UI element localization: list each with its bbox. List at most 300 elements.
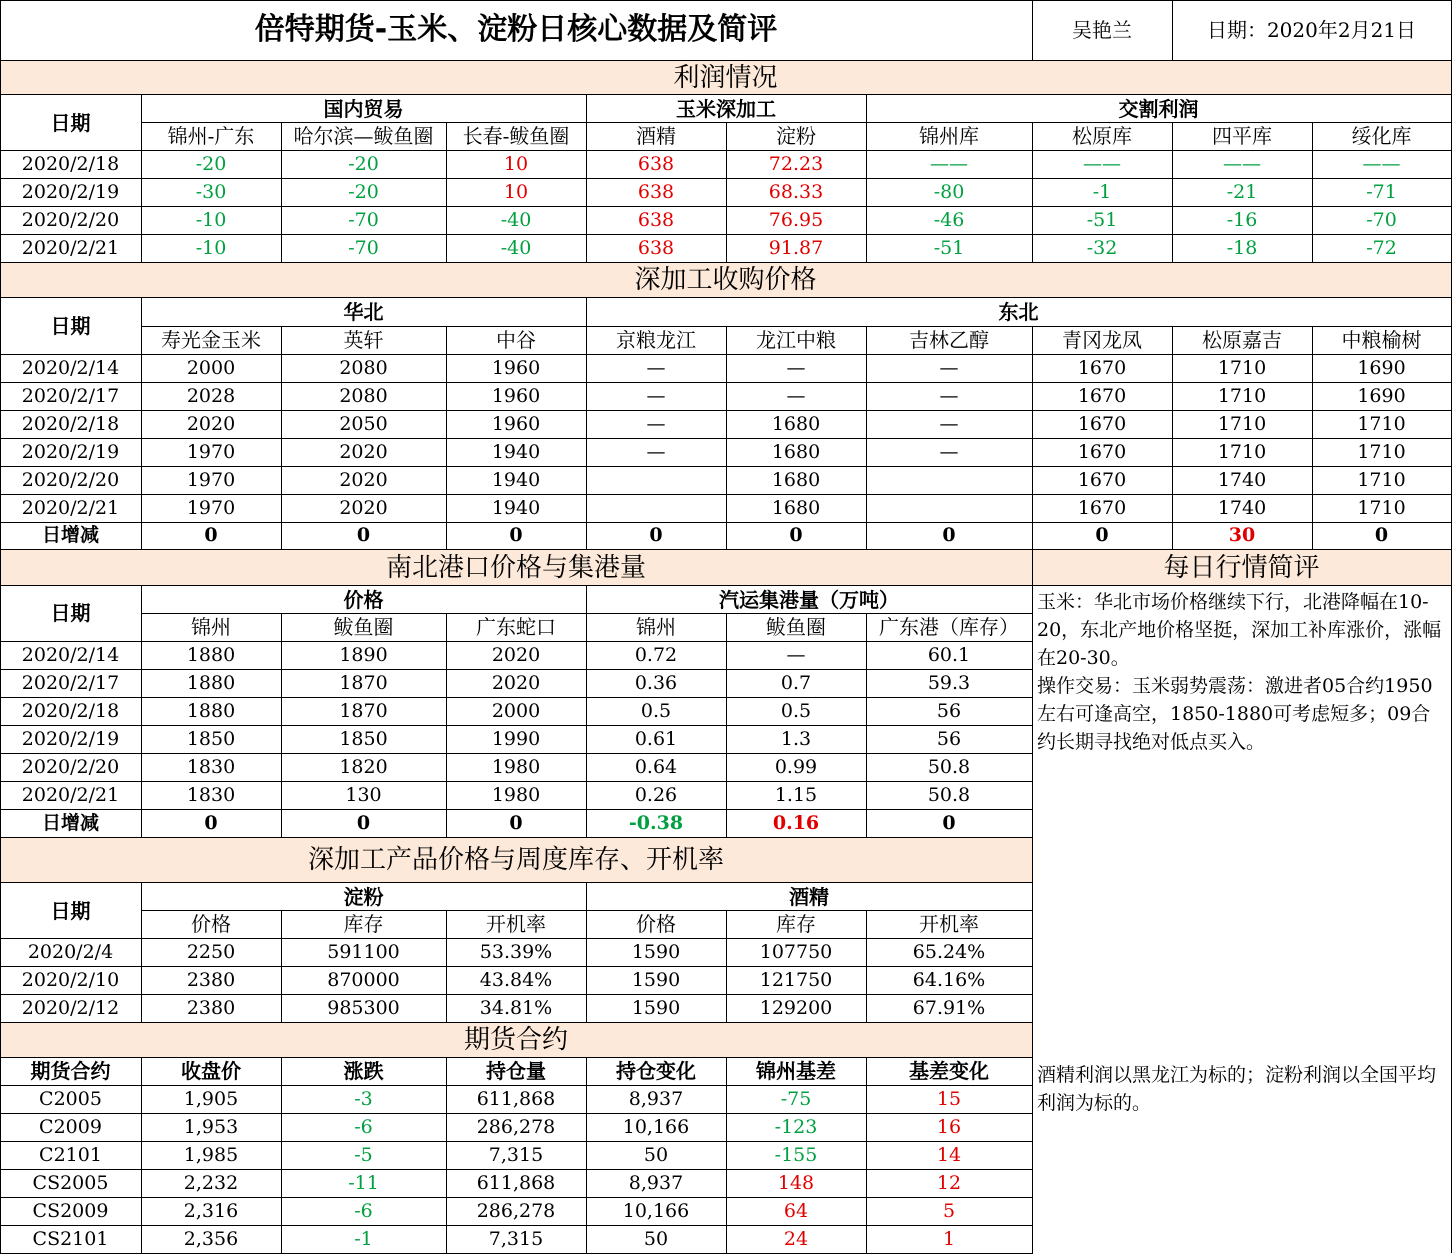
port-col-header: 鲅鱼圈 <box>333 615 394 639</box>
grid-line <box>1032 326 1033 549</box>
futures-col-header: 涨跌 <box>343 1059 384 1083</box>
futures-value: 5 <box>942 1199 956 1222</box>
port-value: 1830 <box>186 755 236 778</box>
grid-line <box>281 1057 282 1253</box>
purchase-value: 1970 <box>186 468 236 491</box>
commentary-note: 酒精利润以黑龙江为标的；淀粉利润以全国平均利润为标的。 <box>1037 1064 1437 1114</box>
purchase-value: — <box>786 384 806 407</box>
purchase-col-header: 青冈龙凤 <box>1062 328 1142 352</box>
futures-value: -155 <box>774 1143 818 1166</box>
port-value: 2000 <box>491 699 541 722</box>
port-value: 0.72 <box>634 643 678 666</box>
grid-line <box>141 1057 142 1253</box>
purchase-value: 1710 <box>1217 356 1267 379</box>
purchase-value: — <box>939 412 959 435</box>
profit-value: -16 <box>1226 208 1258 231</box>
futures-value: 8,937 <box>628 1171 684 1194</box>
purchase-col-header: 中粮榆树 <box>1341 328 1422 352</box>
futures-value: -6 <box>354 1199 373 1222</box>
products-value: 985300 <box>327 996 400 1019</box>
port-change: 0 <box>509 811 523 834</box>
purchase-value: 1670 <box>1077 412 1127 435</box>
port-value: 2020 <box>491 671 541 694</box>
profit-value: -20 <box>348 180 379 203</box>
port-value: 1870 <box>339 699 388 722</box>
profit-value: 91.87 <box>768 236 824 259</box>
grid-line <box>281 910 282 1022</box>
port-value: 0.99 <box>774 755 818 778</box>
grid-line <box>1312 122 1313 262</box>
grid-line <box>1032 549 1452 550</box>
futures-value: 50 <box>643 1227 669 1250</box>
profit-value: -21 <box>1226 180 1258 203</box>
profit-value: -46 <box>933 208 965 231</box>
port-date: 2020/2/21 <box>21 783 120 806</box>
section-products: 深加工产品价格与周度库存、开机率 <box>0 838 1032 882</box>
grid-line <box>446 326 447 549</box>
purchase-col-header: 龙江中粮 <box>756 328 836 352</box>
futures-value: 7,315 <box>488 1227 544 1250</box>
grid-line <box>141 882 142 1022</box>
grid-line <box>586 882 587 1022</box>
grid-line <box>1032 549 1033 1253</box>
grid-line <box>726 122 727 262</box>
port-change-label: 日增减 <box>41 811 99 834</box>
products-value: 121750 <box>759 968 833 991</box>
grid-line <box>446 122 447 262</box>
port-value: 50.8 <box>927 783 971 806</box>
grid-line <box>141 585 142 837</box>
port-group-volume: 汽运集港量（万吨） <box>719 587 899 612</box>
purchase-value: 1940 <box>491 440 541 463</box>
futures-value: 24 <box>783 1227 809 1250</box>
futures-contract: CS2005 <box>32 1171 109 1194</box>
port-value: 1870 <box>339 671 388 694</box>
futures-value: -1 <box>354 1227 373 1250</box>
purchase-col-header: 京粮龙江 <box>616 328 696 352</box>
futures-value: -123 <box>774 1115 818 1138</box>
products-value: 1590 <box>631 940 681 963</box>
grid-line <box>141 122 1452 123</box>
port-date: 2020/2/18 <box>21 699 120 722</box>
purchase-value: — <box>786 356 806 379</box>
profit-col-header: 酒精 <box>636 124 676 148</box>
purchase-date: 2020/2/21 <box>21 496 120 519</box>
commentary-paragraph: 操作交易：玉米弱势震荡：激进者05合约1950左右可逢高空，1850-1880可考虑短多；09合约长期寻找绝对低点买入。 <box>1037 675 1433 753</box>
section-commentary: 每日行情简评 <box>1032 550 1451 585</box>
port-value: 1880 <box>186 643 236 666</box>
profit-col-header: 长春-鲅鱼圈 <box>462 124 570 148</box>
purchase-change: 0 <box>649 524 663 546</box>
purchase-value: 2080 <box>339 356 388 379</box>
profit-value: 638 <box>637 180 675 203</box>
purchase-value: 2028 <box>186 384 236 407</box>
grid-line <box>866 326 867 549</box>
futures-value: 12 <box>936 1171 962 1194</box>
port-change: 0 <box>204 811 218 834</box>
port-value: 0.36 <box>634 671 678 694</box>
port-col-header: 锦州 <box>636 615 676 639</box>
purchase-value: 2020 <box>339 440 388 463</box>
port-date: 2020/2/20 <box>21 755 120 778</box>
grid-line <box>281 122 282 262</box>
profit-col-header: 锦州库 <box>919 124 979 148</box>
purchase-value: — <box>939 384 959 407</box>
futures-value: 64 <box>783 1199 809 1222</box>
products-value: 107750 <box>759 940 833 963</box>
port-value: 1880 <box>186 699 236 722</box>
purchase-value: 1940 <box>491 496 541 519</box>
profit-date: 2020/2/19 <box>21 180 120 203</box>
section-futures: 期货合约 <box>0 1023 1032 1057</box>
grid-line <box>0 262 1452 263</box>
purchase-value: 1970 <box>186 496 236 519</box>
commentary-paragraph: 玉米：华北市场价格继续下行，北港降幅在10-20，东北产地价格坚挺，深加工补库涨价，涨幅在20-30。 <box>1037 591 1442 669</box>
port-change: -0.38 <box>628 811 684 834</box>
profit-value: 10 <box>503 152 529 175</box>
purchase-value: — <box>939 440 959 463</box>
port-date: 2020/2/17 <box>21 671 120 694</box>
grid-line <box>0 262 1 549</box>
profit-col-header: 淀粉 <box>776 124 816 148</box>
profit-value: -1 <box>1092 180 1112 203</box>
profit-date: 2020/2/21 <box>21 236 120 259</box>
grid-line <box>1032 0 1033 60</box>
products-group-starch: 淀粉 <box>343 884 384 909</box>
date-header: 日期 <box>50 601 91 625</box>
purchase-col-header: 英轩 <box>343 328 384 352</box>
port-value: 59.3 <box>927 671 971 694</box>
purchase-date: 2020/2/18 <box>21 412 120 435</box>
futures-value: -3 <box>354 1087 373 1110</box>
purchase-group-north: 华北 <box>343 300 384 324</box>
port-value: 0.26 <box>634 783 678 806</box>
purchase-col-header: 松原嘉吉 <box>1202 328 1282 352</box>
date-header: 日期 <box>50 898 91 923</box>
profit-date: 2020/2/20 <box>21 208 120 231</box>
date-header: 日期 <box>50 110 91 135</box>
purchase-value: 1960 <box>491 412 541 435</box>
purchase-change-label: 日增减 <box>41 524 99 546</box>
products-col-header: 库存 <box>343 912 384 936</box>
profit-group-1: 玉米深加工 <box>676 96 776 121</box>
purchase-value: — <box>646 412 666 435</box>
profit-value: 72.23 <box>768 152 824 175</box>
purchase-group-northeast: 东北 <box>998 300 1039 324</box>
grid-line <box>0 0 1452 1</box>
port-value: 0.5 <box>640 699 672 722</box>
purchase-date: 2020/2/20 <box>21 468 120 491</box>
purchase-value: 1670 <box>1077 468 1127 491</box>
futures-contract: C2005 <box>39 1087 102 1110</box>
products-value: 870000 <box>327 968 400 991</box>
purchase-change: 30 <box>1228 524 1256 546</box>
port-value: 60.1 <box>927 643 971 666</box>
grid-line <box>726 1057 727 1253</box>
profit-value: -20 <box>195 152 227 175</box>
products-col-header: 价格 <box>636 912 676 936</box>
products-value: 129200 <box>759 996 833 1019</box>
purchase-col-header: 中谷 <box>496 328 536 352</box>
purchase-value <box>586 466 726 494</box>
purchase-date: 2020/2/17 <box>21 384 120 407</box>
futures-value: 611,868 <box>476 1087 556 1110</box>
futures-contract: C2009 <box>39 1115 102 1138</box>
port-value: 1.15 <box>774 783 818 806</box>
grid-line <box>1312 326 1313 549</box>
futures-col-header: 锦州基差 <box>756 1059 836 1083</box>
futures-value: 2,316 <box>183 1199 239 1222</box>
port-value: 1820 <box>339 755 388 778</box>
products-value: 53.39% <box>479 940 553 963</box>
purchase-value: 1940 <box>491 468 541 491</box>
profit-value: —— <box>1223 152 1261 175</box>
futures-value: 8,937 <box>628 1087 684 1110</box>
purchase-value: 1710 <box>1357 440 1406 463</box>
purchase-value: 1680 <box>771 468 821 491</box>
grid-line <box>586 297 587 549</box>
products-date: 2020/2/4 <box>27 940 114 963</box>
profit-value: -40 <box>500 208 532 231</box>
futures-value: 286,278 <box>476 1115 556 1138</box>
purchase-value: 1670 <box>1077 440 1127 463</box>
purchase-value: 2050 <box>339 412 388 435</box>
purchase-value: 1680 <box>771 440 821 463</box>
profit-col-header: 锦州-广东 <box>167 124 255 148</box>
grid-line <box>281 326 282 549</box>
port-value: 1830 <box>186 783 236 806</box>
section-profit: 利润情况 <box>0 61 1451 94</box>
profit-value: -20 <box>348 152 379 175</box>
purchase-value: 1670 <box>1077 384 1127 407</box>
futures-value: 286,278 <box>476 1199 556 1222</box>
port-change: 0 <box>942 811 956 834</box>
futures-value: 14 <box>936 1143 962 1166</box>
futures-col-header: 收盘价 <box>181 1059 241 1083</box>
grid-line <box>866 613 867 837</box>
grid-line <box>0 60 1 262</box>
products-group-alcohol: 酒精 <box>789 884 829 909</box>
products-value: 2250 <box>186 940 236 963</box>
profit-col-header: 绥化库 <box>1351 124 1412 148</box>
purchase-value: — <box>646 356 666 379</box>
products-date: 2020/2/10 <box>21 968 120 991</box>
port-value: 56 <box>936 699 962 722</box>
port-value: 0.61 <box>634 727 678 750</box>
grid-line <box>726 326 727 549</box>
profit-value: -70 <box>348 208 379 231</box>
profit-value: 68.33 <box>768 180 824 203</box>
grid-line <box>726 613 727 837</box>
grid-line <box>446 910 447 1022</box>
port-change: 0 <box>356 811 371 834</box>
grid-line <box>586 585 587 837</box>
purchase-value: 2020 <box>186 412 236 435</box>
commentary-text <box>1033 586 1451 758</box>
grid-line <box>141 94 142 262</box>
purchase-value: 1710 <box>1217 440 1267 463</box>
purchase-date: 2020/2/14 <box>21 356 120 379</box>
profit-col-header: 哈尔滨—鲅鱼圈 <box>293 124 434 148</box>
futures-contract: C2101 <box>39 1143 102 1166</box>
port-value: 1890 <box>339 643 388 666</box>
futures-value: 148 <box>777 1171 815 1194</box>
grid-line <box>0 0 1 60</box>
profit-value: -51 <box>933 236 965 259</box>
grid-line <box>866 1057 867 1253</box>
products-value: 1590 <box>631 968 681 991</box>
profit-value: 638 <box>637 236 675 259</box>
grid-line <box>726 910 727 1022</box>
profit-value: -10 <box>195 236 227 259</box>
port-value: 0.7 <box>780 671 812 694</box>
profit-value: -30 <box>195 180 227 203</box>
purchase-date: 2020/2/19 <box>21 440 120 463</box>
purchase-value: 1960 <box>491 384 541 407</box>
profit-value: -71 <box>1366 180 1397 203</box>
port-value: 1850 <box>186 727 236 750</box>
profit-value: -32 <box>1086 236 1118 259</box>
products-value: 43.84% <box>479 968 553 991</box>
futures-col-header: 持仓变化 <box>616 1059 696 1083</box>
futures-value: 50 <box>643 1143 669 1166</box>
purchase-change: 0 <box>1095 524 1109 546</box>
author: 吴艳兰 <box>1072 18 1132 42</box>
futures-contract: CS2009 <box>32 1199 109 1222</box>
purchase-value: 1960 <box>491 356 541 379</box>
purchase-value: 1740 <box>1217 496 1267 519</box>
futures-value: 10,166 <box>622 1199 690 1222</box>
port-date: 2020/2/14 <box>21 643 120 666</box>
purchase-change: 0 <box>204 524 218 546</box>
profit-value: -80 <box>933 180 965 203</box>
purchase-change: 0 <box>356 524 371 546</box>
profit-value: -72 <box>1366 236 1397 259</box>
purchase-value <box>866 466 1032 494</box>
profit-value: 638 <box>637 208 675 231</box>
purchase-value: 1710 <box>1357 412 1406 435</box>
purchase-value: 1710 <box>1357 468 1406 491</box>
port-value: 1980 <box>491 783 541 806</box>
profit-col-header: 四平库 <box>1212 124 1272 148</box>
profit-date: 2020/2/18 <box>21 152 120 175</box>
profit-value: -70 <box>1366 208 1397 231</box>
products-value: 65.24% <box>912 940 986 963</box>
section-purchase: 深加工收购价格 <box>0 263 1451 297</box>
profit-value: -40 <box>500 236 532 259</box>
profit-value: -18 <box>1226 236 1258 259</box>
purchase-value: 2080 <box>339 384 388 407</box>
purchase-value: 2020 <box>339 496 388 519</box>
purchase-col-header: 寿光金玉米 <box>161 328 261 352</box>
products-value: 2380 <box>186 968 236 991</box>
futures-value: 1,905 <box>183 1087 239 1110</box>
purchase-change: 0 <box>1374 524 1389 546</box>
products-col-header: 开机率 <box>486 912 546 936</box>
grid-line <box>281 613 282 837</box>
purchase-change: 0 <box>942 524 956 546</box>
futures-value: -6 <box>354 1115 373 1138</box>
products-col-header: 价格 <box>191 912 231 936</box>
grid-line <box>1172 326 1173 549</box>
port-col-header: 鲅鱼圈 <box>766 615 826 639</box>
purchase-change: 0 <box>789 524 803 546</box>
futures-value: 611,868 <box>476 1171 556 1194</box>
purchase-value: — <box>646 384 666 407</box>
section-port: 南北港口价格与集港量 <box>0 550 1032 585</box>
products-col-header: 库存 <box>776 912 816 936</box>
futures-value: 15 <box>936 1087 962 1110</box>
grid-line <box>866 910 867 1022</box>
futures-value: -75 <box>780 1087 812 1110</box>
purchase-value: 1710 <box>1357 496 1406 519</box>
port-value: 130 <box>345 783 382 806</box>
purchase-value: — <box>939 356 959 379</box>
port-value: 1880 <box>186 671 236 694</box>
futures-value: 1,985 <box>183 1143 239 1166</box>
port-value: 2020 <box>491 643 541 666</box>
profit-col-header: 松原库 <box>1072 124 1132 148</box>
profit-value: -10 <box>195 208 227 231</box>
profit-value: —— <box>1362 152 1401 175</box>
futures-col-header: 持仓量 <box>486 1059 546 1083</box>
purchase-value: 1670 <box>1077 356 1127 379</box>
purchase-value <box>586 494 726 522</box>
grid-line <box>1172 122 1173 262</box>
port-col-header: 广东港（库存） <box>879 615 1019 639</box>
port-date: 2020/2/19 <box>21 727 120 750</box>
profit-value: 638 <box>637 152 675 175</box>
profit-value: —— <box>930 152 968 175</box>
products-value: 67.91% <box>912 996 986 1019</box>
port-col-header: 锦州 <box>191 615 231 639</box>
purchase-value: 1680 <box>771 496 821 519</box>
purchase-value: 1680 <box>771 412 821 435</box>
profit-group-0: 国内贸易 <box>323 96 404 121</box>
grid-line <box>1032 122 1033 262</box>
products-value: 34.81% <box>479 996 553 1019</box>
grid-line <box>866 94 867 262</box>
purchase-value: 2020 <box>339 468 388 491</box>
report-title: 倍特期货-玉米、淀粉日核心数据及简评 <box>254 12 778 47</box>
futures-col-header: 期货合约 <box>30 1059 111 1083</box>
purchase-value: 2000 <box>186 356 236 379</box>
futures-contract: CS2101 <box>32 1227 109 1250</box>
purchase-value: — <box>646 440 666 463</box>
grid-line <box>0 549 1 1253</box>
futures-value: 10,166 <box>622 1115 690 1138</box>
port-value: 0.64 <box>634 755 678 778</box>
grid-line <box>586 1057 587 1253</box>
purchase-value: 1690 <box>1357 356 1406 379</box>
report-date: 日期：2020年2月21日 <box>1206 18 1417 42</box>
port-value: 1850 <box>339 727 388 750</box>
futures-value: 16 <box>936 1115 962 1138</box>
purchase-value: 1710 <box>1217 412 1267 435</box>
products-date: 2020/2/12 <box>21 996 120 1019</box>
grid-line <box>141 297 142 549</box>
grid-line <box>446 1057 447 1253</box>
port-value: — <box>786 643 806 666</box>
purchase-value <box>866 494 1032 522</box>
purchase-value: 1670 <box>1077 496 1127 519</box>
profit-value: 10 <box>503 180 529 203</box>
products-value: 64.16% <box>912 968 986 991</box>
profit-value: -70 <box>348 236 379 259</box>
grid-line <box>1172 0 1173 60</box>
futures-value: 1 <box>942 1227 956 1250</box>
futures-value: 1,953 <box>183 1115 239 1138</box>
